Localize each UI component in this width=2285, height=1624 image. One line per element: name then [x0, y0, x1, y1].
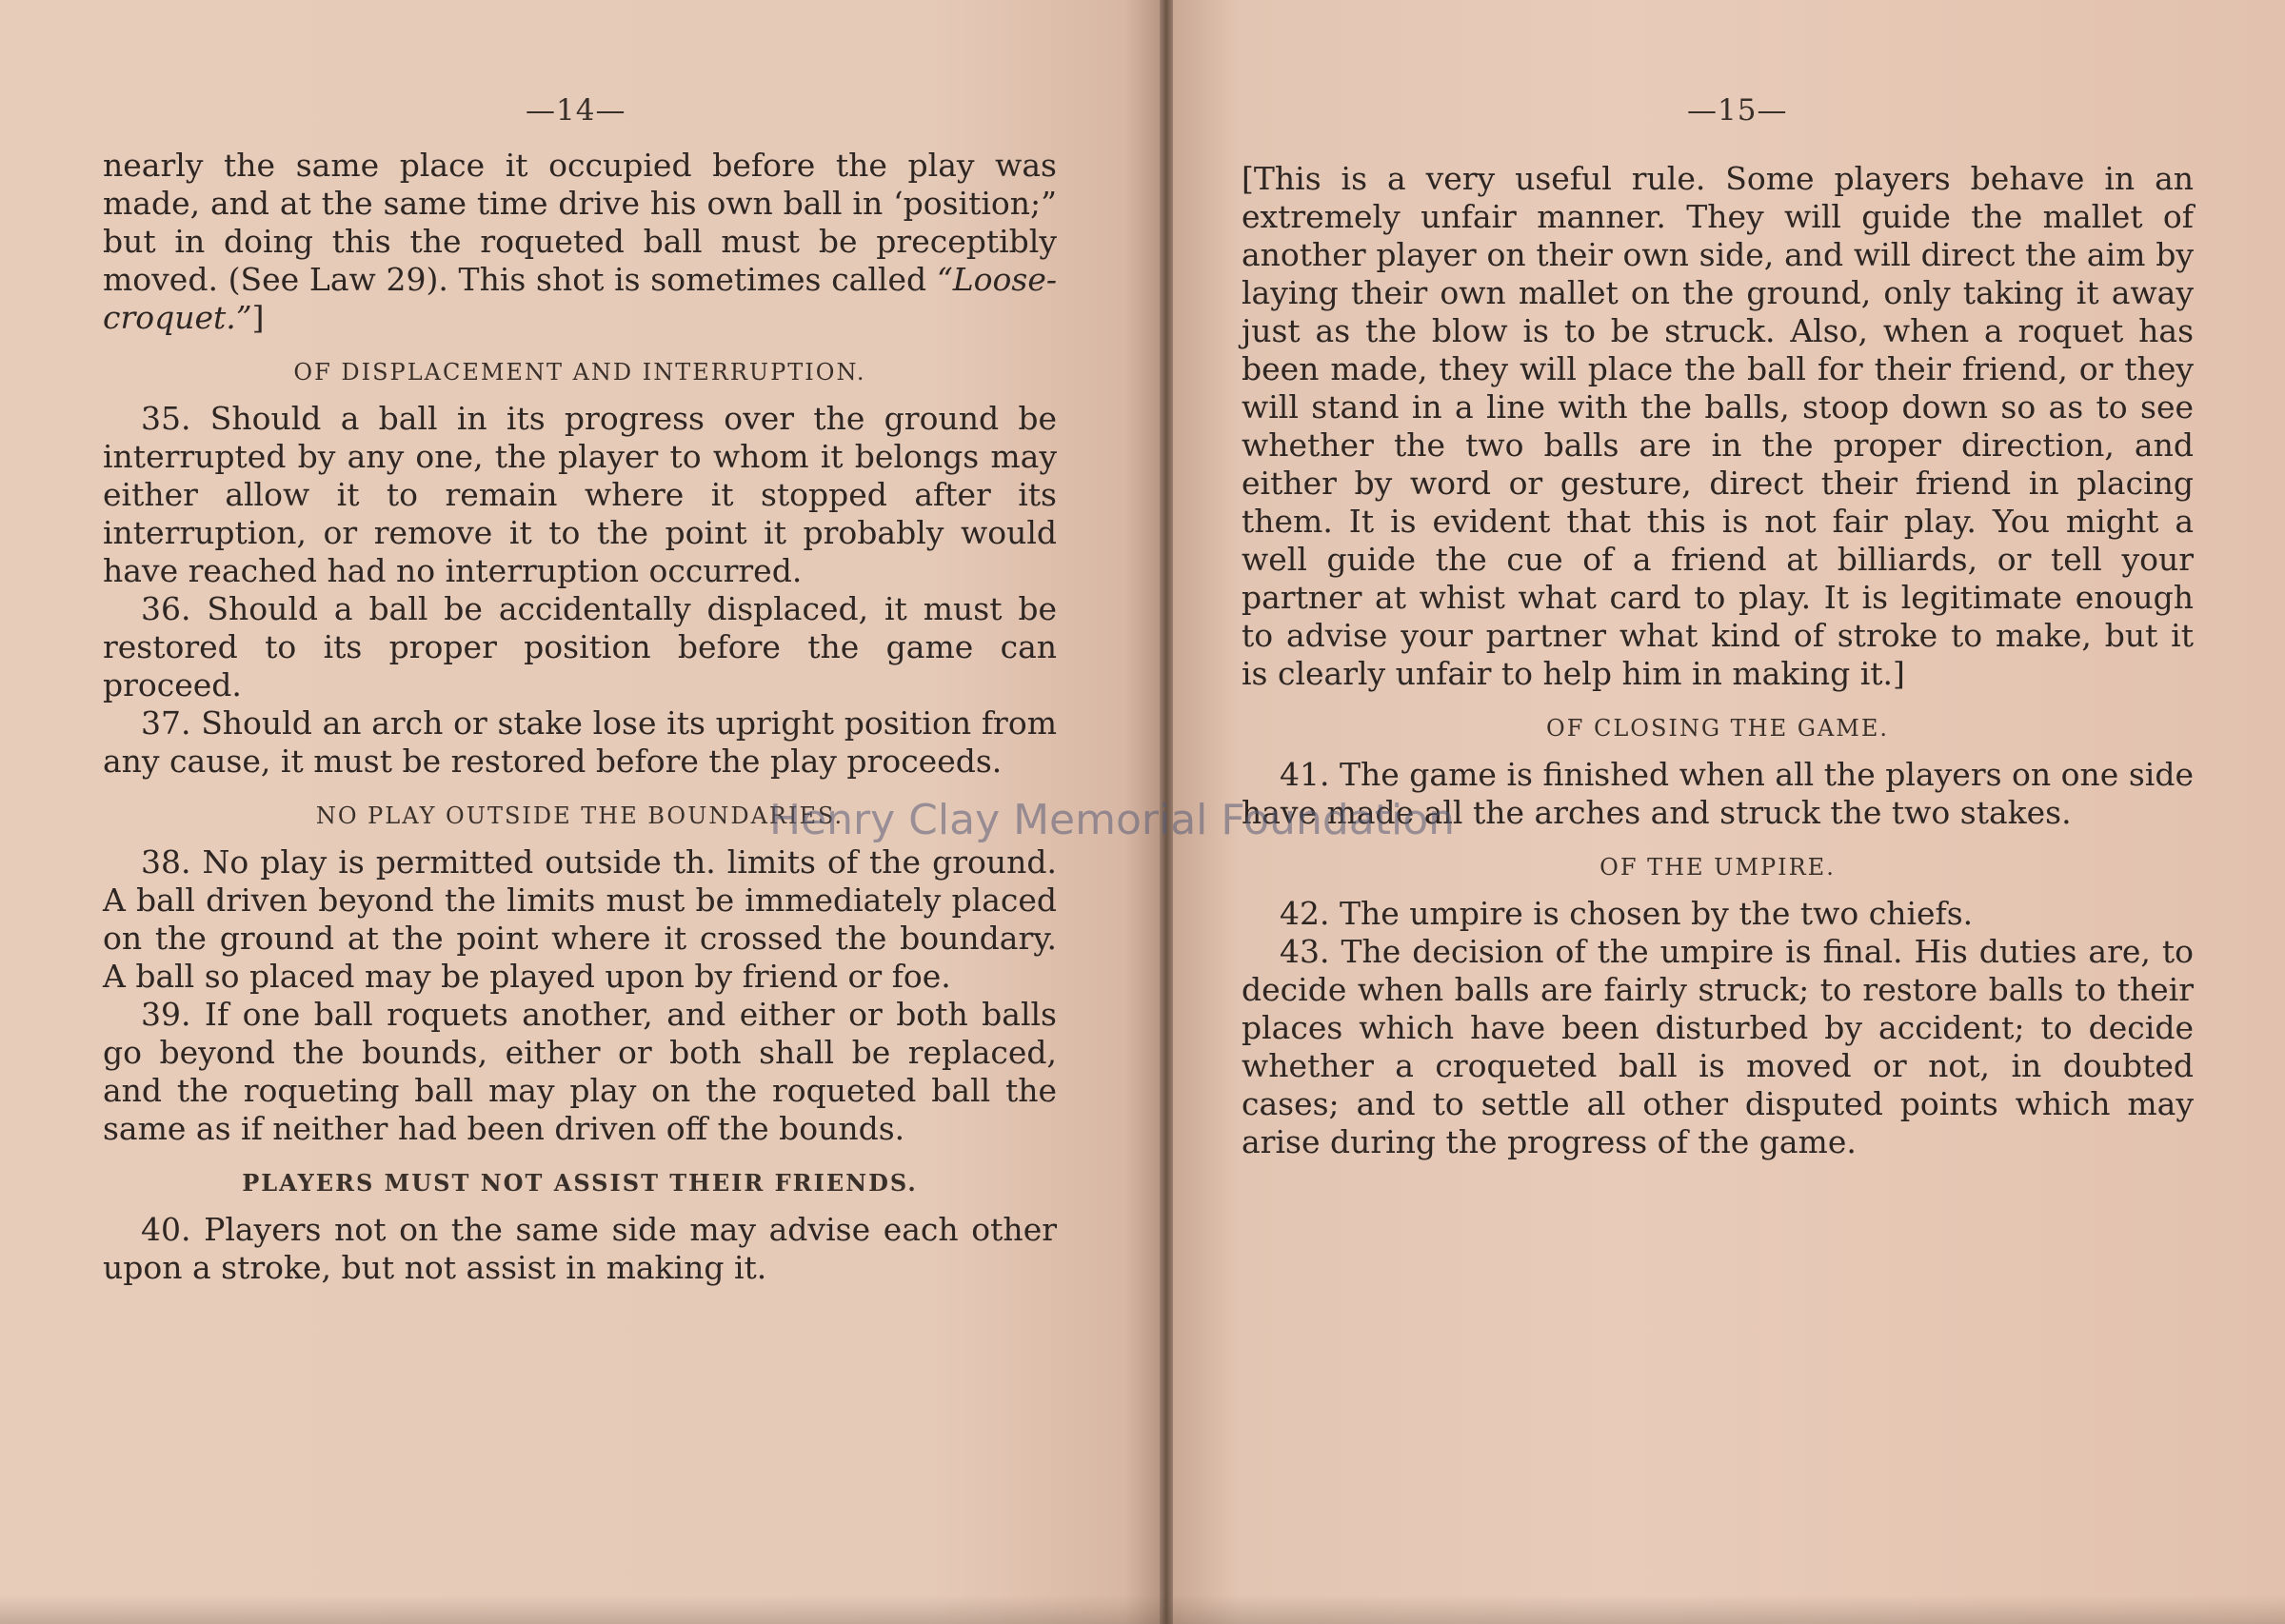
loose-croquet-term: “Loose-croquet.” — [103, 261, 1057, 336]
section-heading: NO PLAY OUTSIDE THE BOUNDARIES. — [315, 802, 844, 829]
rule-35: 35. Should a ball in its progress over the ground be interrupted by any one, the player to whom it belongs may either allow it to remain where it stopped after its interruption, or remove it to the point it probably would have reached had no interruption occurred. — [103, 400, 1057, 589]
rule-38: 38. No play is permitted outside th. limits of the ground. A ball driven beyond the limits must be immediately placed on the ground at the point where it crossed the boundary. A ball so placed may be played upon by friend or foe. — [103, 843, 1057, 995]
section-heading: OF CLOSING THE GAME. — [1546, 715, 1889, 742]
page-bottom-shadow — [0, 1595, 2285, 1624]
page-number-14: —14— — [526, 93, 626, 128]
rule-36: 36. Should a ball be accidentally displaced, it must be restored to its proper position before the game can proceed. — [103, 590, 1057, 703]
rule-41: 41. The game is finished when all the players on one side have made all the arches and struck the two stakes. — [1242, 756, 2194, 831]
rule-37: 37. Should an arch or stake lose its upright position from any cause, it must be restored before the play proceeds. — [103, 704, 1057, 780]
rule-43: 43. The decision of the umpire is final. His duties are, to decide when balls are fairly struck; to restore balls to their places which have been disturbed by accident; to decide whether a croqueted ball is moved or not, in doubted cases; and to settle all other disputed points which may arise during the progress of the game. — [1242, 933, 2194, 1160]
section-heading: OF DISPLACEMENT AND INTERRUPTION. — [293, 359, 866, 386]
left-page-text — [103, 147, 1057, 1287]
watermark: Henry Clay Memorial Foundation — [769, 796, 1456, 844]
section-heading: OF THE UMPIRE. — [1600, 854, 1836, 881]
rule-42: 42. The umpire is chosen by the two chiefs. — [1280, 895, 1974, 932]
page-number-15: —15— — [1687, 93, 1788, 128]
section-heading: PLAYERS MUST NOT ASSIST THEIR FRIENDS. — [242, 1169, 918, 1197]
rule-39: 39. If one ball roquets another, and either or both balls go beyond the bounds, either or both shall be replaced, and the roqueting ball may play on the roqueted ball the same as if neither had been driven off the bounds. — [103, 996, 1057, 1147]
right-page-text — [1242, 160, 2194, 1161]
rule-40: 40. Players not on the same side may advise each other upon a stroke, but not assist in making it. — [103, 1211, 1057, 1286]
commentary-paragraph: [This is a very useful rule. Some players behave in an extremely unfair manner. They will guide the mallet of another player on their own side, and will direct the aim by laying their own mallet on the ground, only taking it away just as the blow is to be struck. Also, when a roquet has been made, they will place the ball for their friend, or they will stand in a line with the balls, stoop down so as to see whether the two balls are in the proper direction, and either by word or gesture, direct their friend in placing them. It is evident that this is not fair play. You might a well guide the cue of a friend at billiards, or tell your partner at whist what card to play. It is legitimate enough to advise your partner what kind of stroke to make, but it is clearly unfair to help him in making it.] — [1242, 160, 2194, 692]
continued-paragraph: nearly the same place it occupied before the play was made, and at the same time drive his own ball in ‘position;” but in doing this the roqueted ball must be preceptibly moved. (See Law 29). This shot is sometimes called “Loose-croquet.”] — [103, 147, 1057, 336]
